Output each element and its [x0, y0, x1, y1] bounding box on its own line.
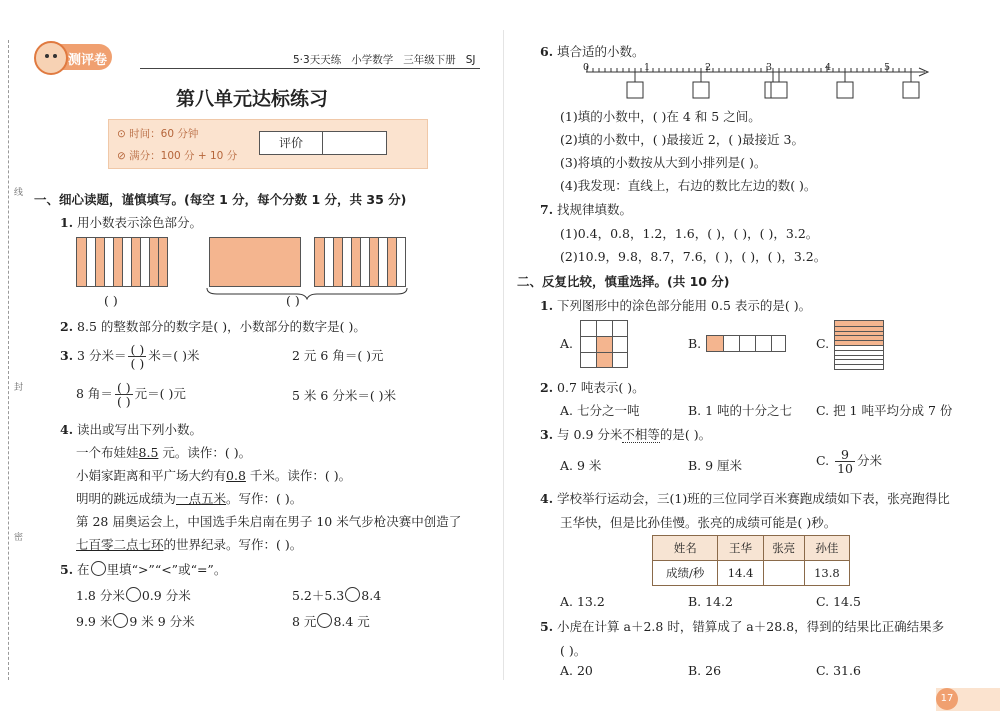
s2-q3-stem [540, 425, 711, 443]
s1-q5-c2 [292, 586, 381, 604]
option-c-label[interactable]: C. [816, 336, 830, 351]
tick-label-5: 5 [884, 62, 891, 73]
fraction-blank[interactable] [115, 381, 133, 408]
q-number: 1. [60, 215, 74, 230]
q-text: 学校举行运动会，三(1)班的三位同学百米赛跑成绩如下表，张亮跑得比 [557, 491, 950, 506]
bar-cell [378, 238, 387, 286]
s1-q4-line4: 第 28 届奥运会上，中国选手朱启南在男子 10 米气步枪决赛中创造了 [76, 514, 462, 529]
txt: 与 0.9 分米 [557, 427, 623, 442]
txt: 小娟家距离和平广场大约有 [76, 468, 227, 483]
q3-part: 米＝( )米 [148, 348, 200, 363]
txt-underlined: 一点五米 [176, 491, 227, 506]
bar-cell [387, 238, 396, 286]
s1-q4-line1 [76, 443, 251, 461]
txt: 在 [77, 562, 90, 577]
series-name: 5·3天天练 [293, 54, 342, 66]
q-number: 4. [60, 422, 74, 437]
q-text: 找规律填数。 [557, 202, 633, 217]
answer-box [837, 82, 853, 98]
r-q6-s2: (2)填的小数中，( )最接近 2，( )最接近 3。 [560, 132, 805, 147]
edition-name: SJ [465, 54, 476, 66]
s2-q5-option-b[interactable]: B. 26 [688, 663, 722, 678]
s1-q5-c3 [76, 612, 195, 630]
s1-q3-row1b: 2 元 6 角＝( )元 [292, 348, 384, 363]
r-q6-s3: (3)将填的小数按从大到小排列是( )。 [560, 155, 767, 170]
s2-q3-option-c[interactable] [816, 448, 882, 475]
table-cell: 孙佳 [804, 536, 849, 561]
s1-q3-row2b: 5 米 6 分米＝( )米 [292, 388, 397, 403]
bar-cell [315, 238, 324, 286]
badge-label: 测评卷 [68, 53, 108, 68]
txt: C. [816, 453, 830, 468]
time-limit-text: 时间：60 分钟 [129, 128, 199, 140]
q-text: 下列图形中的涂色部分能用 0.5 表示的是( )。 [557, 298, 812, 313]
section2-title: 二、反复比较，慎重选择。(共 10 分) [517, 274, 730, 289]
txt: 9.9 米 [76, 614, 113, 629]
s1-q3-row1a [60, 343, 199, 370]
q3-part: 元＝( )元 [134, 386, 186, 401]
shaded-bar-2 [209, 237, 301, 287]
bar-cell [122, 238, 131, 286]
s2-q3-option-b[interactable]: B. 9 厘米 [688, 458, 743, 473]
mascot-icon [34, 41, 68, 75]
s2-q4-option-a[interactable]: A. 13.2 [560, 594, 605, 609]
q3-part: 3 分米＝ [77, 348, 127, 363]
q-number: 6. [540, 44, 554, 59]
txt: 。写作：( )。 [226, 491, 303, 506]
info-box [108, 119, 428, 169]
full-score: ⊘ 满分：100 分 + 10 分 [117, 150, 238, 162]
subject-name: 小学数学 [351, 54, 394, 66]
s2-q4-option-b[interactable]: B. 14.2 [688, 594, 733, 609]
table-cell: 王华 [718, 536, 763, 561]
tick-label-2: 2 [705, 62, 712, 73]
circle-icon [91, 561, 106, 576]
bar-cell [360, 238, 369, 286]
header-series [293, 52, 476, 67]
q-text: 8.5 的整数部分的数字是( )，小数部分的数字是( )。 [77, 319, 366, 334]
s2-q2-option-b[interactable]: B. 1 吨的十分之七 [688, 403, 793, 418]
txt: 9 米 9 分米 [129, 614, 195, 629]
tick-label-0: 0 [583, 62, 590, 73]
s1-q2 [60, 317, 366, 335]
page-number: 17 [936, 688, 958, 710]
s2-q5-line1 [540, 617, 944, 635]
q-number: 3. [540, 427, 554, 442]
bar-cell [333, 238, 342, 286]
r-q7-s2: (2)10.9，9.8，8.7，7.6，( )，( )，( )，3.2。 [560, 249, 827, 264]
txt: 的世界纪录。写作：( )。 [163, 537, 303, 552]
s2-q4-line1 [540, 489, 950, 507]
txt: 分米 [856, 453, 882, 468]
q-text: 填合适的小数。 [557, 44, 645, 59]
txt-underlined: 0.8 [226, 468, 246, 483]
s1-q3-row2a [76, 381, 186, 408]
tick-label-3: 3 [766, 62, 773, 73]
q-text: 读出或写出下列小数。 [77, 422, 203, 437]
frac-den: ( ) [130, 356, 145, 371]
frac-num: ( ) [116, 380, 131, 395]
compare-circle[interactable] [126, 587, 141, 602]
txt-underlined: 8.5 [138, 445, 159, 460]
s2-q3-option-a[interactable]: A. 9 米 [560, 458, 602, 473]
frac-num: ( ) [130, 342, 145, 357]
shaded-bar-1 [76, 237, 168, 287]
s2-q1-stem [540, 296, 811, 314]
s2-q2-stem [540, 378, 645, 396]
rating-label: 评价 [259, 131, 323, 155]
answer-box [627, 82, 643, 98]
r-q7-s1: (1)0.4，0.8，1.2，1.6，( )，( )，( )，3.2。 [560, 226, 819, 241]
option-a-label[interactable]: A. [560, 336, 574, 351]
txt: 0.9 分米 [141, 588, 191, 603]
s1-q4-line5 [76, 535, 302, 553]
table-cell: 姓名 [653, 536, 718, 561]
txt: 8.4 元 [333, 614, 370, 629]
q-text: 小虎在计算 a＋2.8 时，错算成了 a＋28.8，得到的结果比正确结果多 [557, 619, 945, 634]
s1-q1-stem [60, 213, 202, 231]
binding-line [8, 40, 10, 680]
s1-q4-line2 [76, 466, 351, 484]
r-q7-stem [540, 200, 632, 218]
exam-badge [38, 44, 112, 70]
number-line [580, 60, 936, 102]
txt: 8.4 [361, 588, 382, 603]
full-score-text: 满分：100 分 + 10 分 [129, 150, 238, 162]
grade-name: 三年级下册 [403, 54, 456, 66]
frac-den: 10 [837, 461, 853, 476]
s2-q2-option-c[interactable]: C. 把 1 吨平均分成 7 份 [816, 403, 953, 418]
r-q6-s4: (4)我发现：直线上，右边的数比左边的数( )。 [560, 178, 817, 193]
page-title: 第八单元达标练习 [176, 88, 329, 110]
s2-q5-line2: ( )。 [560, 643, 587, 658]
bar-cell [77, 238, 86, 286]
txt: 里填“>”“<”或“=”。 [106, 562, 227, 577]
answer-box [693, 82, 709, 98]
q-number: 2. [60, 319, 74, 334]
tick-label-1: 1 [644, 62, 651, 73]
binding-mark-seal: 封 [14, 383, 24, 393]
header-rule [140, 68, 480, 69]
q-number: 2. [540, 380, 554, 395]
frac-num: 9 [835, 448, 855, 462]
txt: 明明的跳远成绩为 [76, 491, 177, 506]
s2-q4-option-c[interactable]: C. 14.5 [816, 594, 861, 609]
s1-q4-stem [60, 420, 202, 438]
txt: 千米。读作：( )。 [245, 468, 352, 483]
strip-figure-b [706, 335, 786, 352]
stripe-figure-c [834, 320, 884, 370]
time-limit: ⊙ 时间：60 分钟 [117, 128, 199, 140]
q-number: 5. [540, 619, 554, 634]
s2-q5-option-a[interactable]: A. 20 [560, 663, 593, 678]
txt: 8 元 [292, 614, 317, 629]
q-number: 3. [60, 348, 74, 363]
bar-cell [131, 238, 140, 286]
table-cell [763, 561, 804, 586]
txt: 元。读作：( )。 [158, 445, 252, 460]
answer-box [771, 82, 787, 98]
bar-cell [324, 238, 333, 286]
bar-cell [369, 238, 378, 286]
table-cell: 14.4 [718, 561, 763, 586]
bar-cell [104, 238, 113, 286]
s1-q1-answer2[interactable]: ( ) [286, 293, 300, 308]
table-cell: 张亮 [763, 536, 804, 561]
shaded-bar-3 [314, 237, 406, 287]
option-b-label[interactable]: B. [688, 336, 702, 351]
section1-title: 一、细心读题，谨慎填写。(每空 1 分，每个分数 1 分，共 35 分) [34, 192, 407, 207]
bar-cell [396, 238, 405, 286]
bar-cell [342, 238, 351, 286]
q3-part: 8 角＝ [76, 386, 113, 401]
page-divider [503, 30, 504, 680]
q-text: 0.7 吨表示( )。 [557, 380, 645, 395]
bar-cell [351, 238, 360, 286]
q-number: 4. [540, 491, 554, 506]
q-number: 1. [540, 298, 554, 313]
bar-cell [149, 238, 158, 286]
txt: 1.8 分米 [76, 588, 125, 603]
compare-circle[interactable] [317, 613, 332, 628]
frac-den: ( ) [116, 394, 131, 409]
r-q6-s1: (1)填的小数中，( )在 4 和 5 之间。 [560, 109, 761, 124]
binding-mark-secret: 密 [14, 533, 24, 543]
table-header-row [653, 536, 850, 561]
stripe-row [835, 364, 883, 369]
s1-q5-c4 [292, 612, 370, 630]
bar-cell [158, 238, 167, 286]
s1-q1-answer1[interactable]: ( ) [104, 293, 118, 308]
grid-figure-a [580, 320, 628, 368]
r-q6-stem [540, 42, 645, 60]
fraction-blank[interactable] [128, 343, 146, 370]
fraction [835, 448, 855, 475]
txt: 5.2＋5.3 [292, 588, 345, 603]
txt: 的是( )。 [659, 427, 712, 442]
s1-q5-stem [60, 560, 226, 578]
q-number: 7. [540, 202, 554, 217]
bar-cell [113, 238, 122, 286]
s2-q5-option-c[interactable]: C. 31.6 [816, 663, 861, 678]
txt: 一个布娃娃 [76, 445, 139, 460]
tick-label-4: 4 [825, 62, 832, 73]
score-table [652, 535, 850, 586]
table-row [653, 561, 850, 586]
brace [205, 286, 410, 300]
s1-q4-line3 [76, 489, 302, 507]
table-cell: 成绩/秒 [653, 561, 718, 586]
bar-cell [140, 238, 149, 286]
q-text: 用小数表示涂色部分。 [77, 215, 203, 230]
q-number: 5. [60, 562, 74, 577]
bar-cell [95, 238, 104, 286]
txt-underlined: 七百零二点七环 [76, 537, 164, 552]
rating-field[interactable] [323, 131, 387, 155]
s2-q4-line2: 王华快，但是比孙佳慢。张亮的成绩可能是( )秒。 [560, 515, 837, 530]
table-cell: 13.8 [804, 561, 849, 586]
s1-q5-c1 [76, 586, 191, 604]
s2-q2-option-a[interactable]: A. 七分之一吨 [560, 403, 640, 418]
bar-cell [86, 238, 95, 286]
emphasis-text: 不相等 [622, 427, 660, 442]
compare-circle[interactable] [345, 587, 360, 602]
answer-box [903, 82, 919, 98]
binding-mark-line: 线 [14, 188, 24, 198]
compare-circle[interactable] [113, 613, 128, 628]
